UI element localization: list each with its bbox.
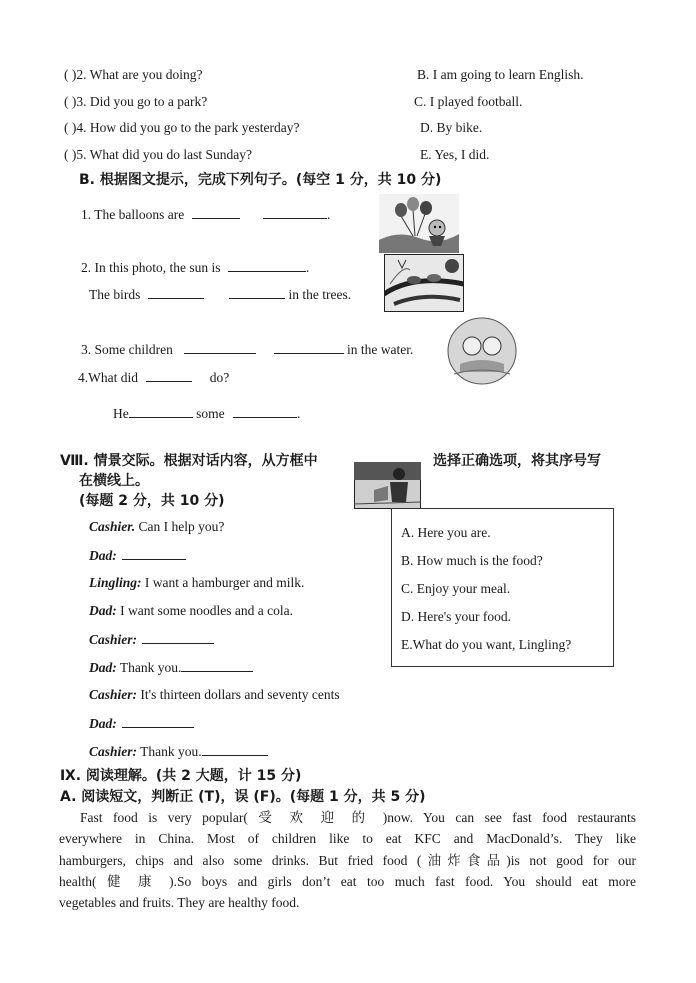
answer-blank[interactable] bbox=[202, 743, 268, 756]
restaurant-picture bbox=[354, 462, 421, 509]
answer-paren: ( ) bbox=[64, 67, 77, 82]
answer-paren: ( ) bbox=[64, 120, 77, 135]
match-item bbox=[64, 147, 252, 163]
passage-line: vegetables and fruits. They are healthy food. bbox=[59, 895, 300, 911]
dialogue-text: It's thirteen dollars and seventy cents bbox=[137, 687, 340, 702]
section-9a-heading: A. 阅读短文，判断正 (T)，误 (F)。(每题 1 分，共 5 分) bbox=[60, 789, 426, 805]
passage-line: hamburgers, chips and also some drinks. But fried food (油炸食品)is not good for our bbox=[59, 852, 636, 868]
match-answer: E. Yes, I did. bbox=[420, 147, 490, 162]
sentence-b3 bbox=[81, 341, 413, 358]
dialogue-line bbox=[89, 687, 340, 703]
speaker: Cashier: bbox=[89, 744, 138, 759]
section-8-heading-line2: 在横线上。 bbox=[79, 473, 149, 489]
answer-blank[interactable] bbox=[129, 405, 193, 418]
sentence-text: 2. In this photo, the sun is bbox=[81, 260, 221, 275]
sentence-b4-line1 bbox=[78, 369, 229, 386]
answer-paren: ( ) bbox=[64, 147, 77, 162]
speaker: Lingling: bbox=[89, 575, 142, 590]
sentence-text: in the trees. bbox=[288, 287, 352, 302]
sentence-text: . bbox=[305, 260, 310, 275]
match-question: 3. Did you go to a park? bbox=[76, 94, 208, 109]
match-item bbox=[64, 67, 202, 83]
answer-blank[interactable] bbox=[192, 206, 240, 219]
dialogue-text: I want some noodles and a cola. bbox=[116, 603, 293, 618]
dialogue-line bbox=[89, 715, 194, 732]
option-b: B. How much is the food? bbox=[401, 553, 543, 568]
sentence-b1 bbox=[81, 206, 330, 223]
answer-blank[interactable] bbox=[233, 405, 297, 418]
answer-blank[interactable] bbox=[229, 286, 285, 299]
match-item bbox=[64, 120, 299, 136]
answer-blank[interactable] bbox=[122, 715, 194, 728]
dialogue-line bbox=[89, 547, 186, 564]
dialogue-text: I want a hamburger and milk. bbox=[141, 575, 305, 590]
section-b-heading: B. 根据图文提示，完成下列句子。(每空 1 分，共 10 分) bbox=[79, 172, 442, 188]
sentence-text: some bbox=[196, 406, 225, 421]
dialogue-line bbox=[89, 519, 224, 535]
section-8-heading: Ⅷ. 情景交际。根据对话内容，从方框中 bbox=[60, 453, 318, 469]
speaker: Cashier bbox=[89, 519, 132, 534]
dialogue-text: Can I help you? bbox=[135, 519, 225, 534]
sentence-b2-line2 bbox=[89, 286, 351, 303]
reading-passage bbox=[59, 807, 636, 913]
options-box bbox=[391, 508, 614, 667]
option-d: D. Here's your food. bbox=[401, 609, 512, 624]
option-a: A. Here you are. bbox=[401, 525, 491, 540]
answer-blank[interactable] bbox=[142, 631, 214, 644]
option-e: E.What do you want, Lingling? bbox=[401, 637, 572, 652]
sentence-text: do? bbox=[209, 370, 230, 385]
dialogue-line bbox=[89, 743, 268, 760]
answer-blank[interactable] bbox=[228, 259, 306, 272]
match-question: 5. What did you do last Sunday? bbox=[76, 147, 252, 162]
birds-sun-picture bbox=[384, 254, 464, 312]
answer-blank[interactable] bbox=[148, 286, 204, 299]
answer-blank[interactable] bbox=[274, 341, 344, 354]
sentence-text: . bbox=[326, 207, 331, 222]
answer-blank[interactable] bbox=[122, 547, 186, 560]
sentence-text: 1. The balloons are bbox=[81, 207, 185, 222]
dialogue-text: Thank you. bbox=[137, 744, 202, 759]
balloons-picture bbox=[379, 194, 459, 253]
answer-blank[interactable] bbox=[184, 341, 256, 354]
sentence-text: in the water. bbox=[346, 342, 414, 357]
speaker: Dad: bbox=[89, 660, 117, 675]
answer-paren: ( ) bbox=[64, 94, 77, 109]
match-answer: C. I played football. bbox=[414, 94, 523, 109]
speaker: Dad: bbox=[89, 716, 117, 731]
section-8-points: (每题 2 分，共 10 分) bbox=[79, 493, 225, 509]
sentence-text: 3. Some children bbox=[81, 342, 173, 357]
match-answer: B. I am going to learn English. bbox=[417, 67, 584, 82]
dialogue-line bbox=[89, 659, 253, 676]
speaker: Dad: bbox=[89, 603, 117, 618]
answer-blank[interactable] bbox=[146, 369, 192, 382]
dialogue-line bbox=[89, 603, 293, 619]
answer-blank[interactable] bbox=[181, 659, 253, 672]
sentence-b2-line1 bbox=[81, 259, 309, 276]
sentence-text: The birds bbox=[89, 287, 141, 302]
match-answer: D. By bike. bbox=[420, 120, 483, 135]
passage-line: Fast food is very popular( 受 欢 迎 的 )now. You can see fast food restaurants bbox=[80, 810, 636, 825]
match-question: 2. What are you doing? bbox=[76, 67, 203, 82]
dialogue-line bbox=[89, 575, 304, 591]
passage-line: health( 健 康 ).So boys and girls don’t eat too much fast food. You should eat more bbox=[59, 873, 636, 889]
sentence-b4-line2 bbox=[113, 405, 300, 422]
passage-line: everywhere in China. Most of children like to eat KFC and MacDonald’s. They like bbox=[59, 831, 636, 847]
dialogue-text: Thank you. bbox=[116, 660, 182, 675]
section-8-heading-cont: 选择正确选项，将其序号写 bbox=[433, 453, 601, 469]
match-question: 4. How did you go to the park yesterday? bbox=[76, 120, 300, 135]
answer-blank[interactable] bbox=[263, 206, 327, 219]
option-c: C. Enjoy your meal. bbox=[401, 581, 511, 596]
sentence-text: 4.What did bbox=[78, 370, 138, 385]
sentence-text: . bbox=[297, 406, 301, 421]
sentence-text: He bbox=[113, 406, 129, 421]
match-item bbox=[64, 94, 207, 110]
section-9-heading: Ⅸ. 阅读理解。(共 2 大题，计 15 分) bbox=[60, 768, 302, 784]
speaker-sep: . bbox=[131, 519, 136, 534]
speaker: Cashier: bbox=[89, 687, 138, 702]
speaker: Cashier: bbox=[89, 632, 138, 647]
speaker: Dad: bbox=[89, 548, 117, 563]
children-water-picture bbox=[446, 316, 518, 386]
dialogue-line bbox=[89, 631, 214, 648]
